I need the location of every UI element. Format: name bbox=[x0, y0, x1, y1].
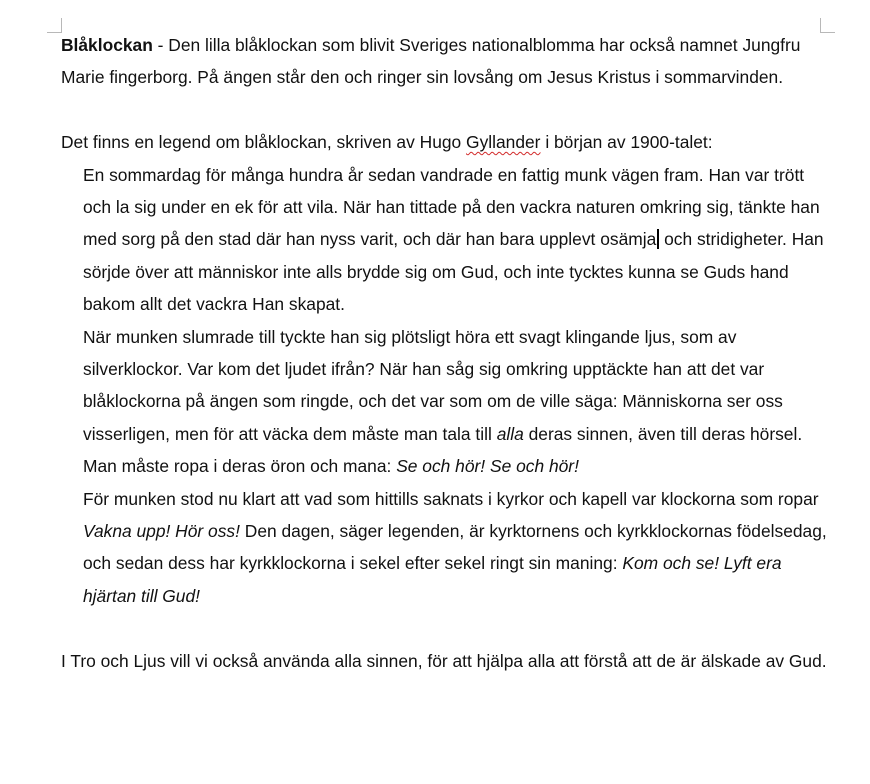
page-corner-mark-top-left bbox=[47, 18, 62, 33]
document-page[interactable] bbox=[61, 29, 831, 677]
church-emphasis-1: Vakna upp! Hör oss! bbox=[83, 521, 240, 542]
heading-word: Blåklockan bbox=[61, 35, 153, 55]
intro-text: - Den lilla blåklockan som blivit Sveriges nationalblomma har också namnet Jungfru Marie fingerborg. På ängen står den och ringer sin lovsång om Jesus Kristus i sommarvinden. bbox=[61, 35, 801, 88]
legend-intro-text-after: i början av 1900-talet: bbox=[540, 132, 713, 153]
paragraph-closing[interactable] bbox=[61, 645, 831, 677]
empty-line bbox=[61, 94, 831, 126]
paragraph-church-bells[interactable] bbox=[61, 483, 831, 613]
paragraph-bells[interactable] bbox=[61, 321, 831, 483]
misspelled-word[interactable]: Gyllander bbox=[466, 132, 541, 153]
closing-text: I Tro och Ljus vill vi också använda alla sinnen, för att hjälpa alla att förstå att de är älskade av Gud. bbox=[61, 650, 827, 671]
paragraph-intro[interactable] bbox=[61, 29, 831, 94]
church-emphasis-2: Kom och se! Lyft era hjärtan till Gud! bbox=[83, 553, 782, 606]
legend-intro-text-before: Det finns en legend om blåklockan, skriven av Hugo bbox=[61, 132, 467, 153]
bells-emphasis-1: alla bbox=[496, 423, 524, 444]
bells-text-2: deras sinnen, även till deras hörsel. Man måste ropa i deras öron och mana: bbox=[83, 423, 803, 477]
church-text-2: Den dagen, säger legenden, är kyrktornens och kyrkklockornas födelsedag, och sedan dess har kyrkklockorna i sekel efter sekel ringt sin maning: bbox=[83, 521, 827, 574]
bells-text-1: När munken slumrade till tyckte han sig plötsligt höra ett svagt klingande ljus, som av silverklockor. Var kom det ljudet ifrån? När han såg sig omkring upptäckte han att det var blåklockorna på ängen som ringde, och det var som om de ville säga: Människorna ser oss visserligen, men för att väcka dem måste man tala till bbox=[83, 326, 783, 444]
monk-walk-text-1: En sommardag för många hundra år sedan vandrade en fattig munk vägen fram. Han var trött och la sig under en ek för att vila. När han tittade på den vackra naturen omkring sig, tänkte han med sorg på den stad där han nyss varit, och där han bara upplevt osämja bbox=[83, 164, 820, 250]
paragraph-monk-walk[interactable] bbox=[61, 159, 831, 321]
paragraph-legend-intro[interactable] bbox=[61, 126, 831, 158]
empty-line bbox=[61, 612, 831, 644]
monk-walk-text-2: och stridigheter. Han sörjde över att människor inte alls brydde sig om Gud, och inte tycktes kunna se Guds hand bakom allt det vackra Han skapat. bbox=[83, 229, 824, 315]
church-text-1: För munken stod nu klart att vad som hittills saknats i kyrkor och kapell var klockorna som ropar bbox=[83, 488, 819, 509]
bells-emphasis-2: Se och hör! Se och hör! bbox=[396, 456, 579, 477]
